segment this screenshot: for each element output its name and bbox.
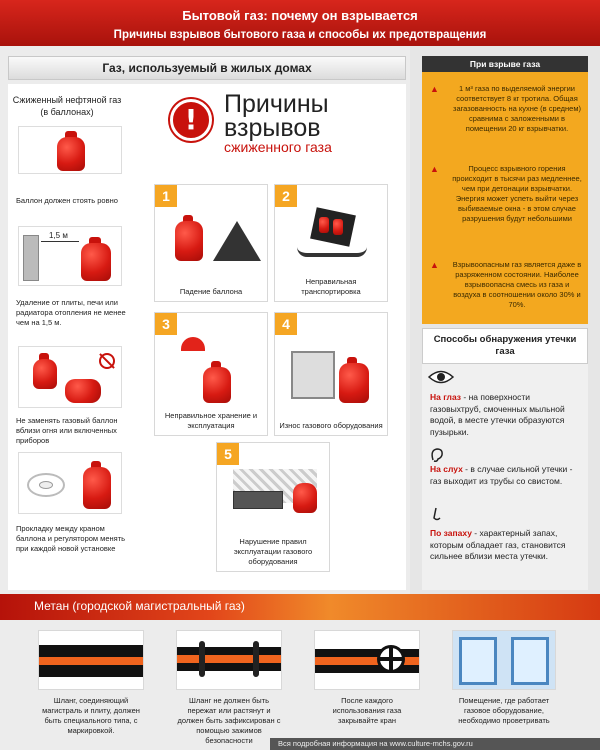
lpg-rule-4: Прокладку между краном баллона и регулятором менять при каждой новой установке	[16, 524, 126, 553]
causes-subtitle: сжиженного газа	[224, 139, 332, 155]
cause-caption: Нарушение правил эксплуатации газового оборудования	[233, 537, 313, 566]
stove-illustration	[291, 351, 335, 399]
methane-rule-3: После каждого использования газа закрывайте кран	[332, 696, 402, 725]
cylinder-fire-illustration	[18, 346, 122, 408]
footer-source: Вся подробная информация на www.culture-mchs.gov.ru	[270, 738, 600, 750]
methane-rule-2: Шланг не должен быть пережат или растянут и должен быть зафиксирован с помощью зажимов безопасности	[177, 696, 281, 745]
methane-section-bar	[0, 594, 600, 620]
cause-number: 2	[275, 185, 297, 207]
stove-illustration	[233, 491, 283, 509]
cause-card-3	[154, 312, 268, 436]
cylinder-upright-illustration	[18, 126, 122, 174]
cause-card-2	[274, 184, 388, 302]
detection-title: Способы обнаружения утечки газа	[422, 328, 588, 364]
residential-section-title: Газ, используемый в жилых домах	[8, 56, 406, 80]
cause-card-1	[154, 184, 268, 302]
detection-method-smell: По запаху - характерный запах, которым обладает газ, становится сильнее вблизи места утечки.	[430, 528, 566, 561]
cause-caption: Неправильная транспортировка	[301, 277, 361, 296]
cause-card-4	[274, 312, 388, 436]
lpg-rule-3: Не заменять газовый баллон вблизи огня или включенных приборов	[16, 416, 118, 445]
ear-icon	[428, 446, 454, 464]
warning-icon: !	[170, 99, 212, 141]
explosion-fact-3: ▲ Взрывоопасным газ является даже в разряженном состоянии. Наиболее взрывоопасна смесь из газа и воздуха в соотношении около 30% и 70%.	[430, 260, 582, 309]
cause-card-5	[216, 442, 330, 572]
distance-label: 1,5 м	[49, 231, 68, 240]
hose-clamp-illustration	[176, 630, 282, 690]
eye-icon	[428, 368, 454, 386]
cause-number: 3	[155, 313, 177, 335]
flame-icon: ▲	[430, 84, 439, 94]
cause-number: 5	[217, 443, 239, 465]
flame-icon: ▲	[430, 164, 439, 174]
causes-title: Причины взрывов	[224, 90, 329, 142]
methane-rule-1: Шланг, соединяющий магистраль и плиту, должен быть специального типа, с маркировкой.	[42, 696, 140, 735]
cause-caption: Падение баллона	[179, 287, 243, 296]
detection-method-sight: На глаз - на поверхности газовыхтруб, смоченных мыльной водой, в месте утечки образуются пузырьки.	[430, 392, 565, 437]
page-subtitle: Причины взрывов бытового газа и способы их предотвращения	[113, 29, 487, 41]
cause-caption: Неправильное хранение и эксплуатация	[164, 411, 258, 430]
methane-rule-4: Помещение, где работает газовое оборудование, необходимо проветривать	[458, 696, 550, 725]
gasket-illustration	[18, 452, 122, 514]
gas-valve-illustration	[314, 630, 420, 690]
lpg-title: Сжиженный нефтяной газ (в баллонах)	[12, 95, 122, 117]
explosion-fact-2: ▲ Процесс взрывного горения происходит в тысячи раз медленнее, чем при детонации взрывчатки. Энергия может успеть выйти через выбиваемые окна - в этом случае разрушения будут небольшими	[430, 164, 582, 223]
lpg-rules-column	[8, 84, 140, 590]
sun-icon	[181, 337, 205, 351]
debris-illustration	[213, 221, 261, 261]
cylinder-distance-illustration	[18, 226, 122, 286]
lpg-rule-1: Баллон должен стоять ровно	[16, 196, 118, 205]
flame-icon: ▲	[430, 260, 439, 270]
detection-method-hearing: На слух - в случае сильной утечки - газ выходит из трубы со свистом.	[430, 464, 573, 486]
cause-number: 4	[275, 313, 297, 335]
cause-caption: Износ газового оборудования	[279, 421, 383, 430]
lpg-rule-2: Удаление от плиты, печи или радиатора отопления не менее чем на 1,5 м.	[16, 298, 126, 327]
page-title: Бытовой газ: почему он взрывается	[182, 8, 418, 23]
header-banner	[0, 0, 600, 46]
explosion-facts-box	[422, 72, 588, 324]
open-window-illustration	[452, 630, 556, 690]
explosion-fact-1: ▲ 1 м³ газа по выделяемой энергии соответствует 8 кг тротила. Общая загазованность на кухне (в среднем) сравнима с заложенными в помещении 20 кг взрывчатки.	[430, 84, 581, 133]
cause-number: 1	[155, 185, 177, 207]
nose-icon	[428, 506, 454, 524]
methane-title: Метан (городской магистральный газ)	[34, 599, 245, 613]
detection-box	[422, 364, 588, 590]
methane-hose-illustration	[38, 630, 144, 690]
explosion-header: При взрыве газа	[422, 56, 588, 72]
